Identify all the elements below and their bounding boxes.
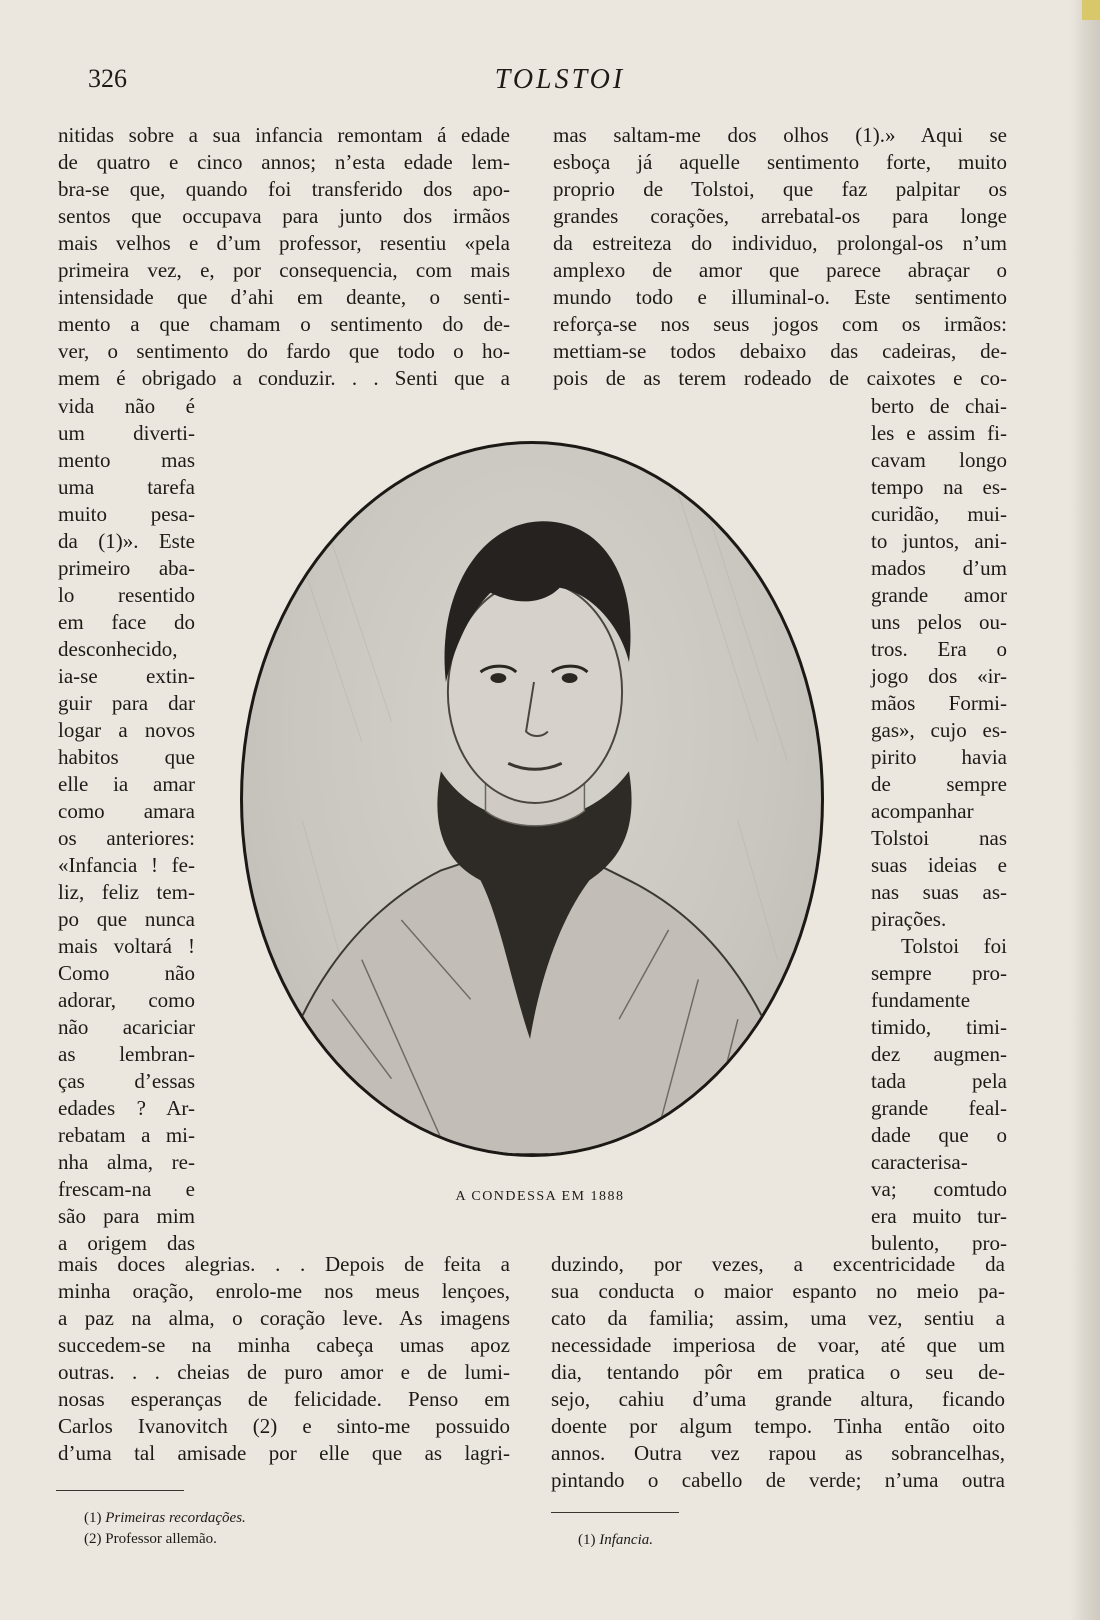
text-line: curidão, mui- bbox=[871, 502, 1007, 526]
text-line: mento a que chamam o sentimento do de- bbox=[58, 312, 510, 336]
text-line: amplexo de amor que parece abraçar o bbox=[553, 258, 1007, 282]
text-line: cavam longo bbox=[871, 448, 1007, 472]
text-line: não acariciar bbox=[58, 1015, 195, 1039]
text-line: annos. Outra vez rapou as sobrancelhas, bbox=[551, 1441, 1005, 1465]
text-line: nas suas as- bbox=[871, 880, 1007, 904]
text-line: de sempre bbox=[871, 772, 1007, 796]
text-line: elle ia amar bbox=[58, 772, 195, 796]
text-line: sua conducta o maior espanto no meio pa- bbox=[551, 1279, 1005, 1303]
page-corner-tab bbox=[1082, 0, 1100, 20]
text-line: pirações. bbox=[871, 907, 947, 931]
text-line: po que nunca bbox=[58, 907, 195, 931]
footnote-text: Professor allemão. bbox=[105, 1531, 217, 1547]
footnote-text: Infancia. bbox=[599, 1532, 653, 1548]
text-line: os anteriores: bbox=[58, 826, 195, 850]
text-line: mais doces alegrias. . . Depois de feita a bbox=[58, 1252, 510, 1276]
text-line: as lembran- bbox=[58, 1042, 195, 1066]
text-line: Tolstoi foi bbox=[901, 934, 1007, 958]
page-header bbox=[0, 62, 1100, 102]
left-column-bottom-text bbox=[58, 1251, 510, 1467]
text-line: desconhecido, bbox=[58, 637, 178, 661]
text-line: uma tarefa bbox=[58, 475, 195, 499]
text-line: da estreiteza do individuo, prolongal-os n’um bbox=[553, 231, 1007, 255]
text-line: mais velhos e d’um professor, resentiu «pela bbox=[58, 231, 510, 255]
page-number: 326 bbox=[88, 64, 127, 93]
text-line: tempo na es- bbox=[871, 475, 1007, 499]
text-line: les e assim fi- bbox=[871, 421, 1007, 445]
footnote-marker: (2) bbox=[84, 1531, 102, 1547]
text-line: intensidade que d’ahi em deante, o senti- bbox=[58, 285, 510, 309]
text-line: «Infancia ! fe- bbox=[58, 853, 195, 877]
text-line: dez augmen- bbox=[871, 1042, 1007, 1066]
text-line: em face do bbox=[58, 610, 195, 634]
text-line: doente por algum tempo. Tinha então oito bbox=[551, 1414, 1005, 1438]
portrait-engraving bbox=[243, 444, 821, 1154]
text-line: minha oração, enrolo-me nos meus lençoes, bbox=[58, 1279, 510, 1303]
text-line: grandes corações, arrebatal-os para longe bbox=[553, 204, 1007, 228]
footnote-rule-left bbox=[56, 1490, 184, 1491]
text-line: pois de as terem rodeado de caixotes e co- bbox=[553, 366, 1007, 390]
text-line: guir para dar bbox=[58, 691, 195, 715]
text-line: acompanhar bbox=[871, 799, 974, 823]
text-line: Como não bbox=[58, 961, 195, 985]
text-line: fundamente bbox=[871, 988, 971, 1012]
text-line: ças d’essas bbox=[58, 1069, 195, 1093]
text-line: liz, feliz tem- bbox=[58, 880, 195, 904]
text-line: pintando o cabello de verde; n’uma outra bbox=[551, 1468, 1005, 1492]
text-line: habitos que bbox=[58, 745, 195, 769]
text-line: succedem-se na minha cabeça umas apoz bbox=[58, 1333, 510, 1357]
portrait-oval-frame bbox=[240, 441, 824, 1157]
text-line: uns pelos ou- bbox=[871, 610, 1007, 634]
text-line: mãos Formi- bbox=[871, 691, 1007, 715]
text-line: mem é obrigado a conduzir. . . Senti que a bbox=[58, 366, 510, 390]
text-line: tros. Era o bbox=[871, 637, 1007, 661]
text-line: tada pela bbox=[871, 1069, 1007, 1093]
footnote-rule-right bbox=[551, 1512, 679, 1513]
text-line: como amara bbox=[58, 799, 195, 823]
text-line: dia, tentando pôr em pratica o seu de- bbox=[551, 1360, 1005, 1384]
text-line: timido, timi- bbox=[871, 1015, 1007, 1039]
text-line: jogo dos «ir- bbox=[871, 664, 1007, 688]
right-column-top-text bbox=[553, 122, 1007, 392]
text-line: nitidas sobre a sua infancia remontam á edade bbox=[58, 123, 510, 147]
footnote-marker: (1) bbox=[578, 1532, 596, 1548]
text-line: primeira vez, e, por consequencia, com mais bbox=[58, 258, 510, 282]
text-line: va; comtudo bbox=[871, 1177, 1007, 1201]
text-line: são para mim bbox=[58, 1204, 195, 1228]
text-line: de quatro e cinco annos; n’esta edade lem- bbox=[58, 150, 510, 174]
footnotes-left bbox=[84, 1508, 246, 1550]
text-line: mettiam-se todos debaixo das cadeiras, de- bbox=[553, 339, 1007, 363]
text-line: era muito tur- bbox=[871, 1204, 1007, 1228]
text-line: caracterisa- bbox=[871, 1150, 968, 1174]
text-line: d’uma tal amisade por elle que as lagri- bbox=[58, 1441, 510, 1465]
figure-caption: A CONDESSA EM 1888 bbox=[455, 1189, 625, 1204]
footnote-item bbox=[84, 1529, 246, 1550]
text-line: mas saltam-me dos olhos (1).» Aqui se bbox=[553, 123, 1007, 147]
footnote-item bbox=[578, 1530, 653, 1551]
text-line: muito pesa- bbox=[58, 502, 195, 526]
text-line: lo resentido bbox=[58, 583, 195, 607]
text-line: to juntos, ani- bbox=[871, 529, 1007, 553]
left-column-wrap-text bbox=[58, 393, 195, 1257]
right-column-wrap-text bbox=[871, 393, 1007, 1257]
text-line: adorar, como bbox=[58, 988, 195, 1012]
text-line: vida não é bbox=[58, 394, 195, 418]
text-line: esboça já aquelle sentimento forte, muito bbox=[553, 150, 1007, 174]
text-line: grande amor bbox=[871, 583, 1007, 607]
right-column-bottom-text bbox=[551, 1251, 1005, 1494]
text-line: sejo, cahiu d’uma grande altura, ficando bbox=[551, 1387, 1005, 1411]
running-title: TOLSTOI bbox=[494, 64, 626, 95]
text-line: bra-se que, quando foi transferido dos apo- bbox=[58, 177, 510, 201]
text-line: sempre pro- bbox=[871, 961, 1007, 985]
text-line: edades ? Ar- bbox=[58, 1096, 195, 1120]
text-line: bulento, pro- bbox=[871, 1231, 1007, 1255]
text-line: necessidade imperiosa de voar, até que um bbox=[551, 1333, 1005, 1357]
text-line: a paz na alma, o coração leve. As imagens bbox=[58, 1306, 510, 1330]
text-line: outras. . . cheias de puro amor e de lumi- bbox=[58, 1360, 510, 1384]
text-line: proprio de Tolstoi, que faz palpitar os bbox=[553, 177, 1007, 201]
text-line: a origem das bbox=[58, 1231, 195, 1255]
text-line: nosas esperanças de felicidade. Penso em bbox=[58, 1387, 510, 1411]
text-line: mados d’um bbox=[871, 556, 1007, 580]
text-line: suas ideias e bbox=[871, 853, 1007, 877]
text-line: mais voltará ! bbox=[58, 934, 195, 958]
text-line: grande feal- bbox=[871, 1096, 1007, 1120]
text-line: sentos que occupava para junto dos irmãos bbox=[58, 204, 510, 228]
text-line: Carlos Ivanovitch (2) e sinto-me possuido bbox=[58, 1414, 510, 1438]
text-line: pirito havia bbox=[871, 745, 1007, 769]
text-line: mundo todo e illuminal-o. Este sentimento bbox=[553, 285, 1007, 309]
footnote-marker: (1) bbox=[84, 1510, 102, 1526]
text-line: ver, o sentimento do fardo que todo o ho- bbox=[58, 339, 510, 363]
footnote-text: Primeiras recordações. bbox=[105, 1510, 246, 1526]
footnote-item bbox=[84, 1508, 246, 1529]
left-column-top-text bbox=[58, 122, 510, 392]
text-line: reforça-se nos seus jogos com os irmãos: bbox=[553, 312, 1007, 336]
text-line: nha alma, re- bbox=[58, 1150, 195, 1174]
text-line: gas», cujo es- bbox=[871, 718, 1007, 742]
text-line: ia-se extin- bbox=[58, 664, 195, 688]
text-line: berto de chai- bbox=[871, 394, 1007, 418]
text-line: Tolstoi nas bbox=[871, 826, 1007, 850]
footnotes-right bbox=[578, 1530, 653, 1551]
text-line: cato da familia; assim, uma vez, sentiu a bbox=[551, 1306, 1005, 1330]
text-line: da (1)». Este bbox=[58, 529, 195, 553]
text-line: rebatam a mi- bbox=[58, 1123, 195, 1147]
text-line: primeiro aba- bbox=[58, 556, 195, 580]
text-line: dade que o bbox=[871, 1123, 1007, 1147]
text-line: duzindo, por vezes, a excentricidade da bbox=[551, 1252, 1005, 1276]
text-line: mento mas bbox=[58, 448, 195, 472]
text-line: logar a novos bbox=[58, 718, 195, 742]
text-line: frescam-na e bbox=[58, 1177, 195, 1201]
page-edge-shadow bbox=[1070, 0, 1100, 1620]
text-line: um diverti- bbox=[58, 421, 195, 445]
